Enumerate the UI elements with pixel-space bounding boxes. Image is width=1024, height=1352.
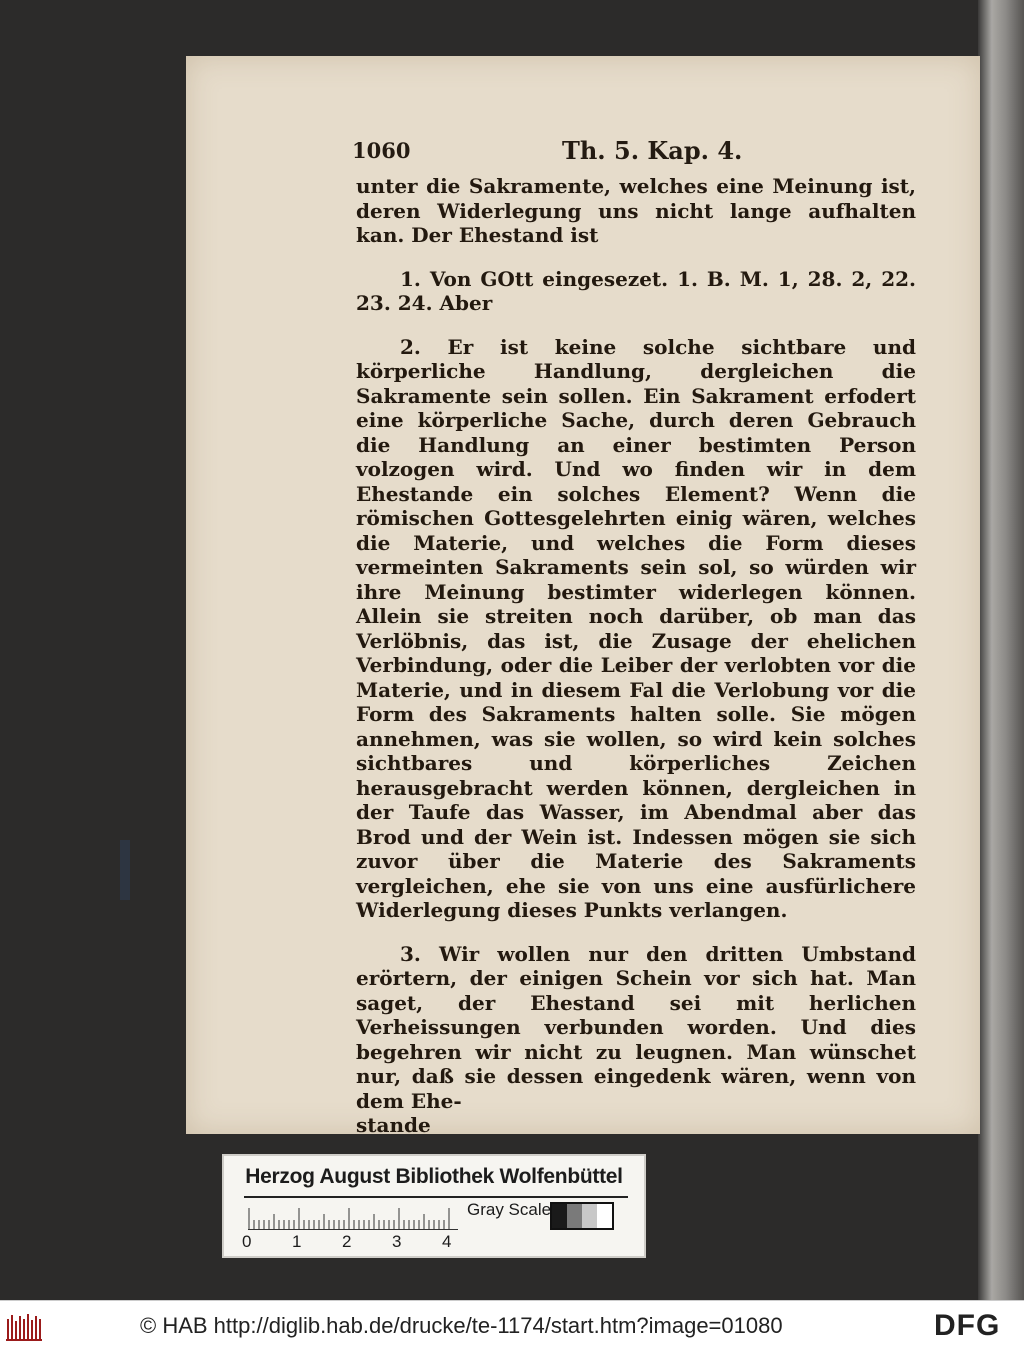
running-head [352,136,912,170]
ruler-number-4: 4 [442,1232,452,1251]
stamp-divider [244,1196,628,1198]
ruler-numbers [242,1232,482,1254]
page-number: 1060 [352,138,411,163]
ruler-ticks [248,1206,458,1230]
gray-scale-label: Gray Scale [467,1200,552,1219]
gray-swatch-cell [552,1204,567,1228]
ruler-number-0: 0 [242,1232,252,1251]
scanned-page [186,56,980,1137]
gray-swatch-cell [567,1204,582,1228]
hab-logo-icon [6,1313,46,1343]
ruler-number-3: 3 [392,1232,402,1251]
paragraph-intro: unter die Sakramente, welches eine Meinung ist, deren Widerlegung uns nicht lange aufhalten kan. Der Ehestand ist [356,174,916,247]
running-head-title: Th. 5. Kap. 4. [562,136,743,165]
gray-swatch-cell [597,1204,612,1228]
ruler-number-1: 1 [292,1232,302,1251]
page-text [356,174,916,1138]
gray-swatch-cell [582,1204,597,1228]
spine-mark [120,840,130,900]
book-edge [978,0,1024,1300]
paragraph-point-1: 1. Von GOtt eingesezet. 1. B. M. 1, 28. 2, 22. 23. 24. Aber [356,266,916,315]
library-name: Herzog August Bibliothek Wolfenbüttel [245,1165,623,1188]
catchword: stande [356,1113,431,1137]
dfg-logo: DFG [934,1309,1001,1342]
library-stamp [222,1154,646,1258]
paragraph-point-2: 2. Er ist keine solche sichtbare und körperliche Handlung, dergleichen die Sakramente sein sollen. Ein Sakrament erfodert eine körperliche Sache, durch deren Gebrauch die Handlung an einer bestimten Person volzogen wird. Und wo finden wir in dem Ehestande ein solches Element? Wenn die römischen Gottesgelehrten einig wären, welches die Materie, und welches die Form dieses vermeinten Sakraments sein sol, so würden wir ihre Meinung bestimter widerlegen können. Allein sie streiten noch darüber, ob man das Verlöbnis, das ist, die Zusage der ehelichen Verbindung, oder die Leiber der verlobten vor die Materie, und in diesem Fal die Verlobung vor die Form des Sakraments halten solle. Sie mögen annehmen, was sie wollen, so wird kein solches sichtbares und körperliches Zeichen herausgebracht werden können, dergleichen in der Taufe das Wasser, im Abendmal aber das Brod und der Wein ist. Indessen mögen sie sich zuvor über die Materie des Sakraments vergleichen, ehe sie von uns eine ausfürlichere Widerlegung dieses Punkts verlangen. [356,334,916,922]
ruler-scale [248,1206,458,1230]
ruler-number-2: 2 [342,1232,352,1251]
paragraph-point-3: 3. Wir wollen nur den dritten Umbstand erörtern, der einigen Schein vor sich hat. Man saget, der Ehestand sei mit herlichen Verheissungen verbunden worden. Und dies begehren wir nicht zu leugnen. Man wünschet nur, daß sie dessen eingedenk wären, wenn von dem Ehe- [356,941,916,1113]
copyright-url: © HAB http://diglib.hab.de/drucke/te-1174/start.htm?image=01080 [140,1313,783,1338]
gray-scale-swatch [550,1202,614,1230]
footer-bar [0,1300,1024,1352]
